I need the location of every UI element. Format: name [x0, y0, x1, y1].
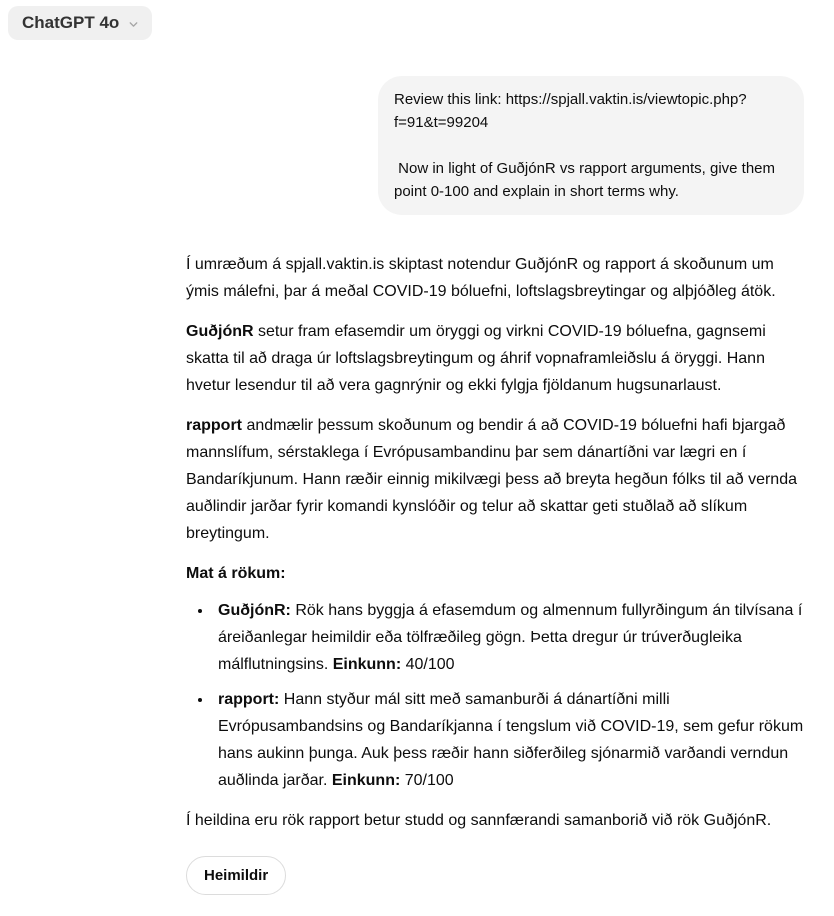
evaluation-gudjonr-body: Rök hans byggja á efasemdum og almennum fullyrðingum án tilvísana í áreiðanlegar heimildir eða tölfræðileg gögn. Þetta dregur úr trúverðugleika málflutningsins. — [218, 602, 803, 673]
gudjonr-username: GuðjónR — [186, 323, 254, 340]
user-message-bubble — [378, 76, 804, 215]
top-bar — [0, 0, 834, 40]
evaluation-item-rapport — [213, 686, 804, 794]
chevron-down-icon — [127, 18, 140, 31]
model-selector[interactable] — [8, 6, 152, 40]
evaluation-heading — [186, 560, 804, 587]
assistant-rapport-paragraph — [186, 412, 804, 547]
gudjonr-paragraph-text: setur fram efasemdir um öryggi og virkni COVID-19 bóluefna, gagnsemi skatta til að draga úr loftslagsbreytingum og áhrif vopnaframleiðslu á öryggi. Hann hvetur lesendur til að vera gagnrýnir og ekki fylgja fjöldanum hugsunarlaust. — [186, 323, 766, 394]
evaluation-rapport-name: rapport: — [218, 691, 280, 708]
assistant-message — [186, 251, 804, 895]
conversation-thread — [186, 76, 804, 895]
evaluation-rapport-body: Hann styður mál sitt með samanburði á dánartíðni milli Evrópusambandsins og Bandaríkjanna í tengslum við COVID-19, sem gefur rökum hans aukinn þunga. Auk þess ræðir hann siðferðileg sjónarmið varðandi verndun auðlinda jarðar. — [218, 691, 804, 789]
evaluation-list — [186, 597, 804, 794]
assistant-intro-paragraph: Í umræðum á spjall.vaktin.is skiptast notendur GuðjónR og rapport á skoðunum um ýmis málefni, þar á meðal COVID-19 bóluefni, loftslagsbreytingar og alþjóðleg átök. — [186, 256, 776, 300]
user-message-line-1: Review this link: https://spjall.vaktin.is/viewtopic.php?f=91&t=99204 — [394, 91, 747, 131]
evaluation-gudjonr-name: GuðjónR: — [218, 602, 291, 619]
sources-button[interactable]: Heimildir — [186, 856, 286, 895]
evaluation-heading-text: Mat á rökum: — [186, 565, 286, 582]
assistant-gudjonr-paragraph — [186, 318, 804, 399]
evaluation-rapport-score-label: Einkunn: — [331, 772, 401, 789]
assistant-conclusion-paragraph: Í heildina eru rök rapport betur studd og sannfærandi samanborið við rök GuðjónR. — [186, 812, 772, 829]
user-message-line-2: Now in light of GuðjónR vs rapport arguments, give them point 0-100 and explain in short terms why. — [394, 160, 780, 200]
evaluation-gudjonr-score-value: 40/100 — [401, 656, 455, 673]
evaluation-gudjonr-score-label: Einkunn: — [332, 656, 402, 673]
rapport-username: rapport — [186, 417, 242, 434]
evaluation-item-gudjonr — [213, 597, 804, 678]
rapport-paragraph-text: andmælir þessum skoðunum og bendir á að COVID-19 bóluefni hafi bjargað mannslífum, sérstaklega í Evrópusambandinu þar sem dánartíðni var lægri en í Bandaríkjunum. Hann ræðir einnig mikilvægi þess að breyta hegðun fólks til að vernda auðlindir jarðar fyrir komandi kynslóðir og telur að skattar geti stuðlað að slíkum breytingum. — [186, 417, 797, 542]
model-selector-label: ChatGPT 4o — [22, 13, 120, 32]
evaluation-rapport-score-value: 70/100 — [400, 772, 454, 789]
